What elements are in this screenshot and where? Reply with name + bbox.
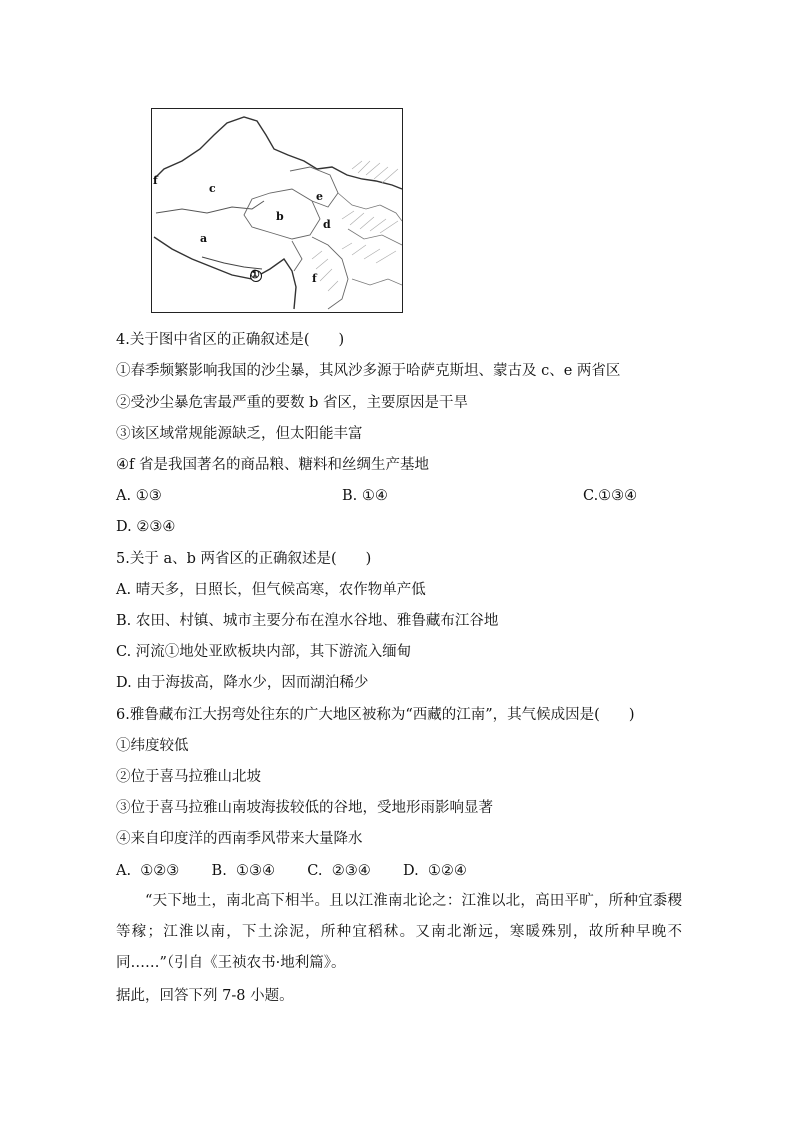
passage-text: “天下地土，南北高下相半。且以江淮南北论之：江淮以北，高田平旷，所种宜黍稷等稼；江淮以南，下土涂泥，所种宜稻秫。又南北渐远，寒暖殊别，故所种早晚不同……”（引自《王祯农书·地利篇》。 — [116, 893, 682, 971]
q5-option-b: B. 农田、村镇、城市主要分布在湟水谷地、雅鲁藏布江谷地 — [116, 613, 499, 629]
map-label-c: c — [209, 182, 216, 195]
map-label-a: a — [200, 232, 208, 245]
q5-option-d: D. 由于海拔高，降水少，因而湖泊稀少 — [116, 675, 369, 691]
q4-statement-2: ②受沙尘暴危害最严重的要数 b 省区，主要原因是干旱 — [116, 395, 468, 411]
q4-option-b: B. ①④ — [342, 488, 388, 504]
q6-statement-4: ④来自印度洋的西南季风带来大量降水 — [116, 831, 363, 847]
q4-statement-4: ④f 省是我国著名的商品粮、糖料和丝绸生产基地 — [116, 457, 429, 473]
map-label-d: d — [323, 218, 331, 231]
q6-statement-2: ②位于喜马拉雅山北坡 — [116, 769, 261, 785]
q4-stem: 4.关于图中省区的正确叙述是( ) — [116, 332, 345, 348]
passage-instruction: 据此，回答下列 7-8 小题。 — [116, 988, 294, 1004]
province-map-figure — [151, 108, 403, 313]
map-label-b: b — [276, 210, 284, 223]
region-outline — [154, 117, 402, 189]
q5-option-a: A. 晴天多，日照长，但气候高寒，农作物单产低 — [116, 582, 426, 598]
map-label-circle-1: ① — [250, 268, 260, 281]
map-label-left-edge: f — [153, 174, 158, 187]
q4-option-a: A. ①③ — [116, 488, 162, 504]
q4-option-d: D. ②③④ — [116, 519, 176, 535]
q6-statement-3: ③位于喜马拉雅山南坡海拔较低的谷地，受地形雨影响显著 — [116, 800, 493, 816]
map-label-e: e — [316, 190, 323, 203]
boundary-f — [292, 237, 348, 309]
passage-paragraph — [116, 886, 682, 979]
q6-stem: 6.雅鲁藏布江大拐弯处往东的广大地区被称为“西藏的江南”，其气候成因是( ) — [116, 707, 635, 723]
q5-option-c: C. 河流①地处亚欧板块内部，其下游流入缅甸 — [116, 644, 412, 660]
q6-options: A. ①②③ B. ①③④ C. ②③④ D. ①②④ — [116, 863, 467, 879]
q6-statement-1: ①纬度较低 — [116, 738, 189, 754]
southern-border — [154, 237, 296, 309]
boundary-east — [338, 193, 402, 285]
q4-statement-1: ①春季频繁影响我国的沙尘暴，其风沙多源于哈萨克斯坦、蒙古及 c、e 两省区 — [116, 363, 621, 379]
q4-statement-3: ③该区域常规能源缺乏，但太阳能丰富 — [116, 426, 363, 442]
q4-option-c: C.①③④ — [583, 488, 638, 504]
map-label-f: f — [312, 272, 317, 285]
boundary-e — [290, 167, 338, 207]
q5-stem: 5.关于 a、b 两省区的正确叙述是( ) — [116, 551, 372, 567]
